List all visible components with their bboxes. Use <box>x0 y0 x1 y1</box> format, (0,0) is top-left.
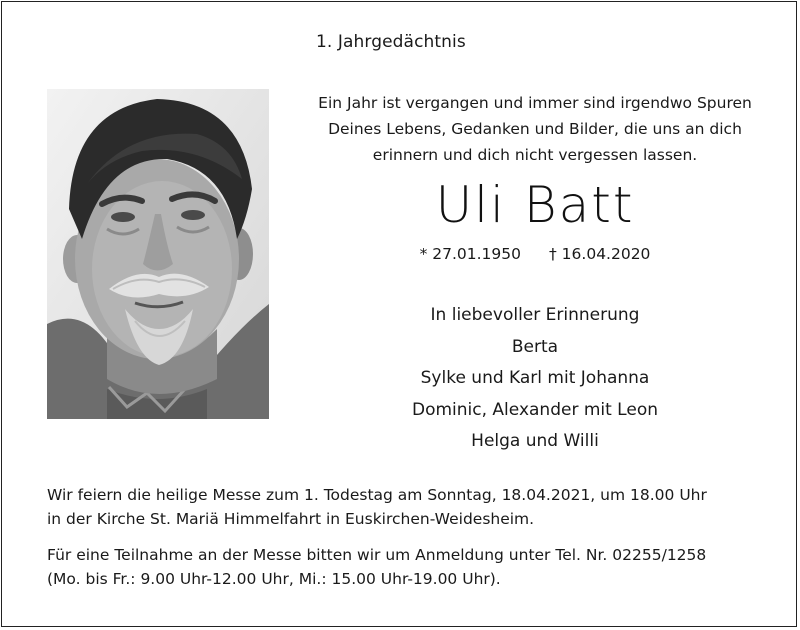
mass-line: in der Kirche St. Mariä Himmelfahrt in Euskirchen-Weidesheim. <box>47 510 535 528</box>
intro-line: Deines Lebens, Gedanken und Bilder, die uns an dich <box>328 120 742 138</box>
anniversary-heading: 1. Jahrgedächtnis <box>316 32 466 52</box>
portrait-photo <box>47 89 269 419</box>
intro-line: Ein Jahr ist vergangen und immer sind irgendwo Spuren <box>318 94 752 112</box>
mass-line: Wir feiern die heilige Messe zum 1. Todestag am Sonntag, 18.04.2021, um 18.00 Uhr <box>47 486 707 504</box>
mourner-line: Sylke und Karl mit Johanna <box>420 368 650 388</box>
birth-date: * 27.01.1950 <box>419 245 521 263</box>
mourner-line: Berta <box>511 336 559 357</box>
registration-line: Für eine Teilnahme an der Messe bitten wir um Anmeldung unter Tel. Nr. 02255/1258 <box>47 546 707 564</box>
life-dates <box>280 245 790 263</box>
portrait-illustration-icon <box>47 89 269 419</box>
mourner-line: In liebevoller Erinnerung <box>430 305 640 325</box>
death-date: † 16.04.2020 <box>549 245 651 263</box>
mass-announcement <box>47 483 787 531</box>
mourner-line: Helga und Willi <box>471 431 599 451</box>
mourners-list <box>280 300 790 458</box>
intro-line: erinnern und dich nicht vergessen lassen. <box>372 146 698 164</box>
intro-text <box>280 90 790 168</box>
registration-notice <box>47 543 787 591</box>
mourner-line: Dominic, Alexander mit Leon <box>412 399 658 420</box>
deceased-name: Uli Batt <box>435 176 635 234</box>
registration-line: (Mo. bis Fr.: 9.00 Uhr-12.00 Uhr, Mi.: 15.00 Uhr-19.00 Uhr). <box>47 570 501 588</box>
